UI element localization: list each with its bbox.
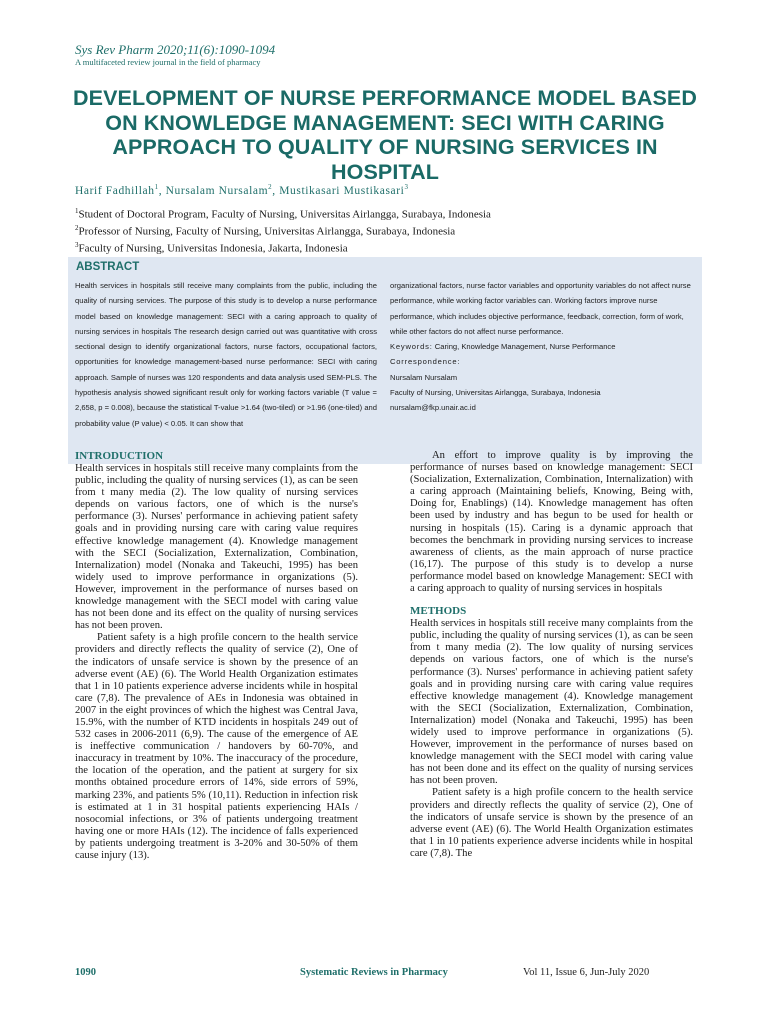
affiliation-mark: 3 xyxy=(75,241,79,250)
footer-issue: Vol 11, Issue 6, Jun-July 2020 xyxy=(523,967,650,978)
paragraph: Health services in hospitals still receive many complaints from the public, including the quality of nursing services (1), as can be seen from t many media (2). The low quality of nursing services depends on various factors, one of which is the nurse's performance (3). Nurses' performance in achieving patient safety goals and in providing nursing care with caring value requires effective knowledge management (4). Knowledge management with the SECI (Socialization, Externalization, Combination, Internalization) model (Nonaka and Takeuchi, 1995) has been widely used to improve performance in organizations (5). However, improvement in the performance of nurses based on knowledge management with the SECI model with caring value has not been done and its effect on the quality of nursing services has not been proven. xyxy=(75,463,358,632)
author-name: Harif Fadhillah xyxy=(75,184,155,197)
abstract-text-continued: organizational factors, nurse factor variables and opportunity variables do not affect nurse performance, while working factor variables can. Working factors improve nurse performance, which includes objective performance, feedback, correction, form of work, while other factors do not affect nurse performance. xyxy=(390,281,691,336)
paragraph: Health services in hospitals still receive many complaints from the public, including the quality of nursing services (1), as can be seen from t many media (2). The low quality of nursing services depends on various factors, one of which is the nurse's performance (3). Nurses' performance in achieving patient safety goals and in providing nursing care with caring value requires effective knowledge management (4). Knowledge management with the SECI (Socialization, Externalization, Combination, Internalization) model (Nonaka and Takeuchi, 1995) has been widely used to improve performance in organizations (5). However, improvement in the performance of nurses based on knowledge management with the SECI model with caring value has not been done and its effect on the quality of nursing services has not been proven. xyxy=(410,618,693,787)
body-column-right xyxy=(410,450,693,860)
affiliation-list xyxy=(75,205,491,256)
journal-citation: Sys Rev Pharm 2020;11(6):1090-1094 xyxy=(75,42,276,57)
author-separator: , xyxy=(158,184,166,197)
affiliation-text: Faculty of Nursing, Universitas Indonesia, Jakarta, Indonesia xyxy=(78,242,348,255)
affiliation-mark: 1 xyxy=(75,207,79,215)
section-heading-introduction: INTRODUCTION xyxy=(75,450,164,462)
spacer xyxy=(410,595,693,605)
correspondence-label: Correspondence: xyxy=(390,357,461,367)
author-affil-mark: 1 xyxy=(154,183,159,191)
body-column-left xyxy=(75,450,358,862)
affiliation-item xyxy=(75,205,491,222)
correspondence-name: Nursalam Nursalam xyxy=(390,372,458,382)
paragraph: An effort to improve quality is by improving the performance of nurses based on knowledge management: SECI (Socialization, Externalization, Combination, Internalization) with a caring approach (Maintaining beliefs, Knowing, Being with, Doing for, Enablings) (14). Knowledge management has often been used by industry and has begun to be used for health or nursing in hospitals (15). Caring is a dynamic approach that becomes the benchmark in providing nursing services to increase awareness of clients, as the main approach of nurse practice (16,17). The purpose of this study is to develop a nurse performance model based on knowledge Management: SECI with a caring approach to quality of nursing services in hospitals xyxy=(410,450,693,595)
page-number: 1090 xyxy=(75,967,96,978)
keywords-label: Keywords: xyxy=(390,342,433,352)
affiliation-item xyxy=(75,222,491,239)
affiliation-mark: 2 xyxy=(75,224,79,233)
affiliation-item xyxy=(75,239,491,256)
journal-tagline: A multifaceted review journal in the field of pharmacy xyxy=(75,57,261,67)
author-name: Nursalam Nursalam xyxy=(165,184,269,197)
keywords-text: Caring, Knowledge Management, Nurse Performance xyxy=(434,342,616,352)
paragraph: Patient safety is a high profile concern to the health service providers and directly reflects the quality of service (2), One of the indicators of unsafe service is shown by the presence of an adverse event (AE) (6). The World Health Organization estimates that 1 in 10 patients experience adverse incidents while in hospital care (7,8). The prevalence of AEs in Indonesia was obtained in 2007 in the eight provinces of which the highest was Central Java, 15.9%, with the number of KTD incidents in hospitals 249 out of 532 cases in 2006-2011 (6,9). The cause of the emergence of AE is ineffective communication / handovers by 60-70%, and inaccuracy in treatment by 10%. The inaccuracy of the procedure, the location of the operation, and the patient at surgery for six months obtained procedure errors of 14%, side errors of 59%, marking 23%, and patients 5% (10,11). Reduction in infection risk is estimated at 1 in 31 hospital patients experiencing HAIs / nosocomial infections, or 3% of patients undergoing treatment having one or more HAIs (12). The incidence of falls experienced by patients undergoing treatment is 3-20% and 30-50% of them cause injury (13). xyxy=(75,632,358,861)
author-affil-mark: 2 xyxy=(268,183,273,191)
section-heading-methods: METHODS xyxy=(410,605,467,618)
author-list xyxy=(75,183,409,197)
abstract-right-column xyxy=(390,278,695,416)
keywords xyxy=(390,339,695,354)
abstract-text: Health services in hospitals still receive many complaints from the public, including the quality of nursing services. The purpose of this study is to develop a nurse performance model based on knowledge management: SECI with a caring approach to quality of nursing services in hospitals The research design carried out was quantitative with cross sectional design to identify organizational factors, nurse factors, occupational factors, opportunities for knowledge management-based nurse performance: SECI with caring approach. Sample of nurses was 120 respondents and data analysis used SEM-PLS. The hypothesis analysis showed significant result only for working factors variable (T value = 2,658, p = 0.008), because the statistical T-value >1.64 (two-tiled) or >1.96 (one-tiled) and probability value (P value) < 0.05. It can show that xyxy=(75,281,377,428)
author-separator: , xyxy=(272,184,280,197)
article-title: DEVELOPMENT OF NURSE PERFORMANCE MODEL BASED ON KNOWLEDGE MANAGEMENT: SECI WITH CARING APPROACH TO QUALITY OF NURSING SERVICES IN HOSPITAL xyxy=(73,86,697,184)
footer-journal-name: Systematic Reviews in Pharmacy xyxy=(300,967,448,978)
correspondence-email: nursalam@fkp.unair.ac.id xyxy=(390,403,476,413)
affiliation-text: Professor of Nursing, Faculty of Nursing, Universitas Airlangga, Surabaya, Indonesia xyxy=(78,225,456,238)
abstract-box xyxy=(68,257,702,464)
abstract-heading: ABSTRACT xyxy=(76,261,140,273)
paragraph: Patient safety is a high profile concern to the health service providers and directly reflects the quality of service (2), One of the indicators of unsafe service is shown by the presence of an adverse event (AE) (6). The World Health Organization estimates that 1 in 10 patients experience adverse incidents while in hospital care (7,8). The xyxy=(410,787,693,859)
author-affil-mark: 3 xyxy=(404,183,409,191)
correspondence-affiliation: Faculty of Nursing, Universitas Airlangga, Surabaya, Indonesia xyxy=(390,388,601,398)
author-name: Mustikasari Mustikasari xyxy=(279,184,405,197)
affiliation-text: Student of Doctoral Program, Faculty of Nursing, Universitas Airlangga, Surabaya, Indonesia xyxy=(78,208,491,221)
